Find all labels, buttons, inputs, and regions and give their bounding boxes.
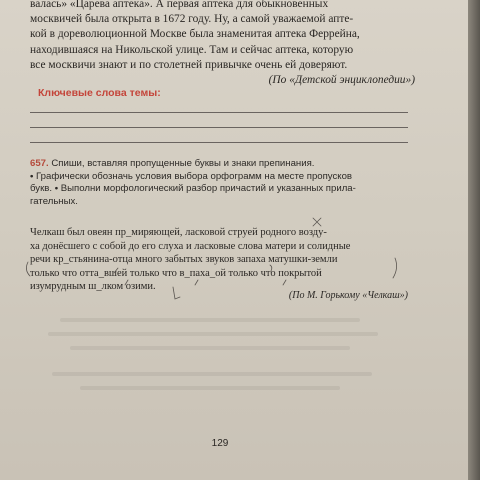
exercise-task <box>30 158 415 208</box>
task-line: Спиши, вставляя пропущенные буквы и знаки препинания. <box>51 158 315 169</box>
article-line: кой в дореволюционной Москве была знаменитая аптека Феррейна, <box>30 28 360 41</box>
writing-line <box>30 142 408 143</box>
task-line: гательных. <box>30 195 78 207</box>
bullet-icon: • <box>54 183 59 195</box>
exercise-line: ха донёсшего с собой до его слуха и ласковые слова матери и солидные <box>30 240 351 252</box>
pencil-cross-mark <box>313 218 321 226</box>
task-line: Графически обозначь условия выбора орфограмм на месте пропусков <box>36 170 353 182</box>
article-line: все москвичи знают и по столетней привычке очень ей доверяют. <box>30 58 348 71</box>
exercise-line: только что отта_вшей только что в_паха_ой только что покрытой <box>30 267 322 279</box>
page-number: 129 <box>211 438 229 449</box>
article-line: находившаяся на Никольской улице. Там и сейчас аптека, которую <box>30 43 354 56</box>
article-source: (По «Детской энциклопедии») <box>268 74 415 87</box>
show-through <box>48 332 378 336</box>
exercise-text <box>30 226 415 294</box>
article-line: москвичей была открыта в 1672 году. Ну, а самой уважаемой апте- <box>30 13 354 26</box>
exercise-number: 657. <box>30 158 49 169</box>
page-edge-shadow <box>468 0 480 480</box>
exercise-line: речи кр_стьянина-отца много забытых звуков запаха матушки-земли <box>30 254 338 265</box>
show-through <box>80 386 340 390</box>
bullet-icon: • <box>30 170 34 182</box>
task-line: Выполни морфологический разбор причастий и указанных прила- <box>60 183 356 195</box>
task-line: букв. <box>30 183 53 195</box>
show-through <box>60 318 360 322</box>
show-through <box>52 372 372 376</box>
show-through <box>70 346 350 350</box>
keywords-title: Ключевые слова темы: <box>38 87 161 99</box>
writing-line <box>30 112 408 113</box>
exercise-source: (По М. Горькому «Челкаш») <box>288 290 408 301</box>
writing-line <box>30 127 408 128</box>
exercise-line: изумрудным ш_лком озими. <box>30 281 156 292</box>
article-line: валась» «Царева аптека». А первая аптека для обыкновенных <box>30 0 329 10</box>
article-text <box>30 0 415 88</box>
exercise-line: Челкаш был овеян пр_миряющей, ласковой струей родного возду- <box>30 227 327 238</box>
